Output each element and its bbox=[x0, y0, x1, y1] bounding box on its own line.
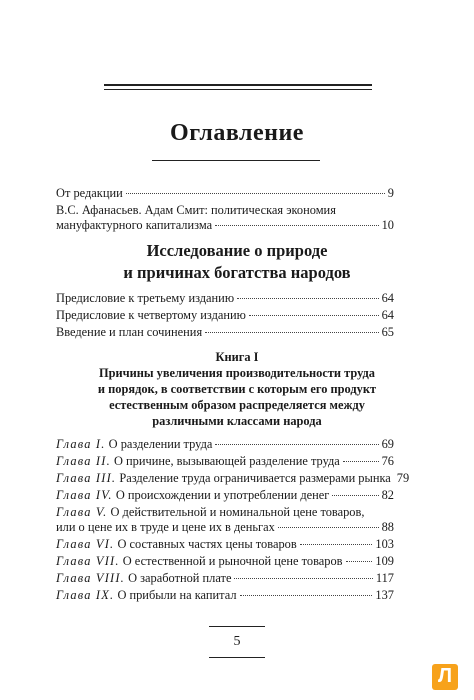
publisher-logo-icon bbox=[432, 664, 458, 690]
book-subtitle-line: естественным образом распределяется между bbox=[109, 398, 365, 412]
chapter-number: Глава I. bbox=[56, 437, 106, 451]
chapter-title-cont: или о цене их в труде и цене их в деньгах bbox=[56, 520, 275, 534]
toc-entry-page: 64 bbox=[381, 308, 394, 322]
toc-entry-page: 79 bbox=[396, 471, 410, 485]
chapter-title: О причине, вызывающей разделение труда bbox=[113, 454, 340, 468]
leader-dots bbox=[240, 594, 373, 596]
toc-chapter-7[interactable] bbox=[56, 554, 394, 569]
toc-entry-preface-3[interactable] bbox=[56, 291, 394, 306]
toc-chapter-1[interactable] bbox=[56, 437, 394, 452]
toc-chapter-9[interactable] bbox=[56, 588, 394, 603]
leader-dots bbox=[300, 543, 373, 545]
top-double-rule bbox=[104, 84, 372, 90]
toc-entry-page: 88 bbox=[381, 520, 394, 534]
toc-entry-label: Предисловие к четвертому изданию bbox=[56, 308, 246, 322]
leader-dots bbox=[205, 331, 378, 333]
page-title: Оглавление bbox=[170, 120, 304, 146]
chapter-number: Глава IX. bbox=[56, 588, 115, 602]
toc-chapter-5-line1[interactable] bbox=[56, 505, 364, 520]
toc-entry-label: Введение и план сочинения bbox=[56, 325, 203, 339]
toc-entry-page: 117 bbox=[375, 571, 394, 585]
chapter-number: Глава III. bbox=[56, 471, 117, 485]
toc-chapter-4[interactable] bbox=[56, 488, 394, 503]
book-subtitle-line: и порядок, в соответствии с которым его продукт bbox=[97, 382, 377, 396]
chapter-title: Разделение труда ограничивается размерами рынка bbox=[119, 471, 391, 485]
toc-entry-label: Предисловие к третьему изданию bbox=[56, 291, 235, 305]
toc-entry-label: мануфактурного капитализма bbox=[56, 218, 213, 232]
page-number-rule-top bbox=[209, 626, 265, 627]
section-title-line1: Исследование о природе bbox=[146, 241, 328, 260]
book-subtitle-line: различными классами народа bbox=[152, 414, 322, 428]
toc-entry-page: 10 bbox=[381, 218, 394, 232]
toc-entry-page: 103 bbox=[375, 537, 394, 551]
toc-entry-page: 82 bbox=[381, 488, 394, 502]
toc-entry-page: 109 bbox=[375, 554, 394, 568]
section-title-line2: и причинах богатства народов bbox=[123, 263, 351, 282]
toc-chapter-3[interactable] bbox=[56, 471, 410, 486]
toc-chapter-6[interactable] bbox=[56, 537, 394, 552]
chapter-number: Глава IV. bbox=[56, 488, 113, 502]
chapter-number: Глава V. bbox=[56, 505, 108, 519]
toc-entry-page: 64 bbox=[381, 291, 394, 305]
leader-dots bbox=[332, 494, 378, 496]
leader-dots bbox=[126, 192, 385, 194]
title-underline bbox=[152, 160, 320, 161]
toc-entry-editorial[interactable] bbox=[56, 186, 394, 201]
book-subtitle-line: Причины увеличения производительности труда bbox=[98, 366, 376, 380]
publisher-logo-letter: Л bbox=[437, 665, 453, 687]
page-number-rule-bottom bbox=[209, 657, 265, 658]
toc-entry-page: 137 bbox=[375, 588, 394, 602]
chapter-title: О естественной и рыночной цене товаров bbox=[122, 554, 343, 568]
chapter-number: Глава VIII. bbox=[56, 571, 125, 585]
leader-dots bbox=[278, 526, 379, 528]
toc-entry-label: От редакции bbox=[56, 186, 123, 200]
book-name: Книга I bbox=[215, 350, 259, 364]
leader-dots bbox=[346, 560, 373, 562]
leader-dots bbox=[215, 443, 378, 445]
toc-chapter-8[interactable] bbox=[56, 571, 394, 586]
toc-chapter-5[interactable] bbox=[56, 520, 394, 535]
leader-dots bbox=[343, 460, 379, 462]
leader-dots bbox=[215, 224, 379, 226]
toc-entry-afanasyev[interactable] bbox=[56, 218, 394, 233]
toc-entry-preface-4[interactable] bbox=[56, 308, 394, 323]
chapter-title: О прибыли на капитал bbox=[117, 588, 237, 602]
chapter-number: Глава VI. bbox=[56, 537, 115, 551]
leader-dots bbox=[249, 314, 379, 316]
chapter-title: О разделении труда bbox=[108, 437, 213, 451]
toc-entry-introduction[interactable] bbox=[56, 325, 394, 340]
page-number: 5 bbox=[233, 634, 241, 649]
toc-chapter-2[interactable] bbox=[56, 454, 394, 469]
toc-entry-page: 69 bbox=[381, 437, 394, 451]
toc-entry-page: 76 bbox=[381, 454, 394, 468]
leader-dots bbox=[234, 577, 372, 579]
toc-entry-afanasyev-line1[interactable]: В.С. Афанасьев. Адам Смит: политическая экономия bbox=[56, 203, 336, 217]
chapter-title: О составных частях цены товаров bbox=[117, 537, 297, 551]
leader-dots bbox=[237, 297, 379, 299]
chapter-title: О происхождении и употреблении денег bbox=[115, 488, 330, 502]
toc-entry-page: 65 bbox=[381, 325, 394, 339]
chapter-title: О действительной и номинальной цене товаров, bbox=[110, 505, 365, 519]
chapter-number: Глава VII. bbox=[56, 554, 120, 568]
chapter-number: Глава II. bbox=[56, 454, 111, 468]
chapter-title: О заработной плате bbox=[128, 571, 232, 585]
toc-entry-page: 9 bbox=[387, 186, 394, 200]
